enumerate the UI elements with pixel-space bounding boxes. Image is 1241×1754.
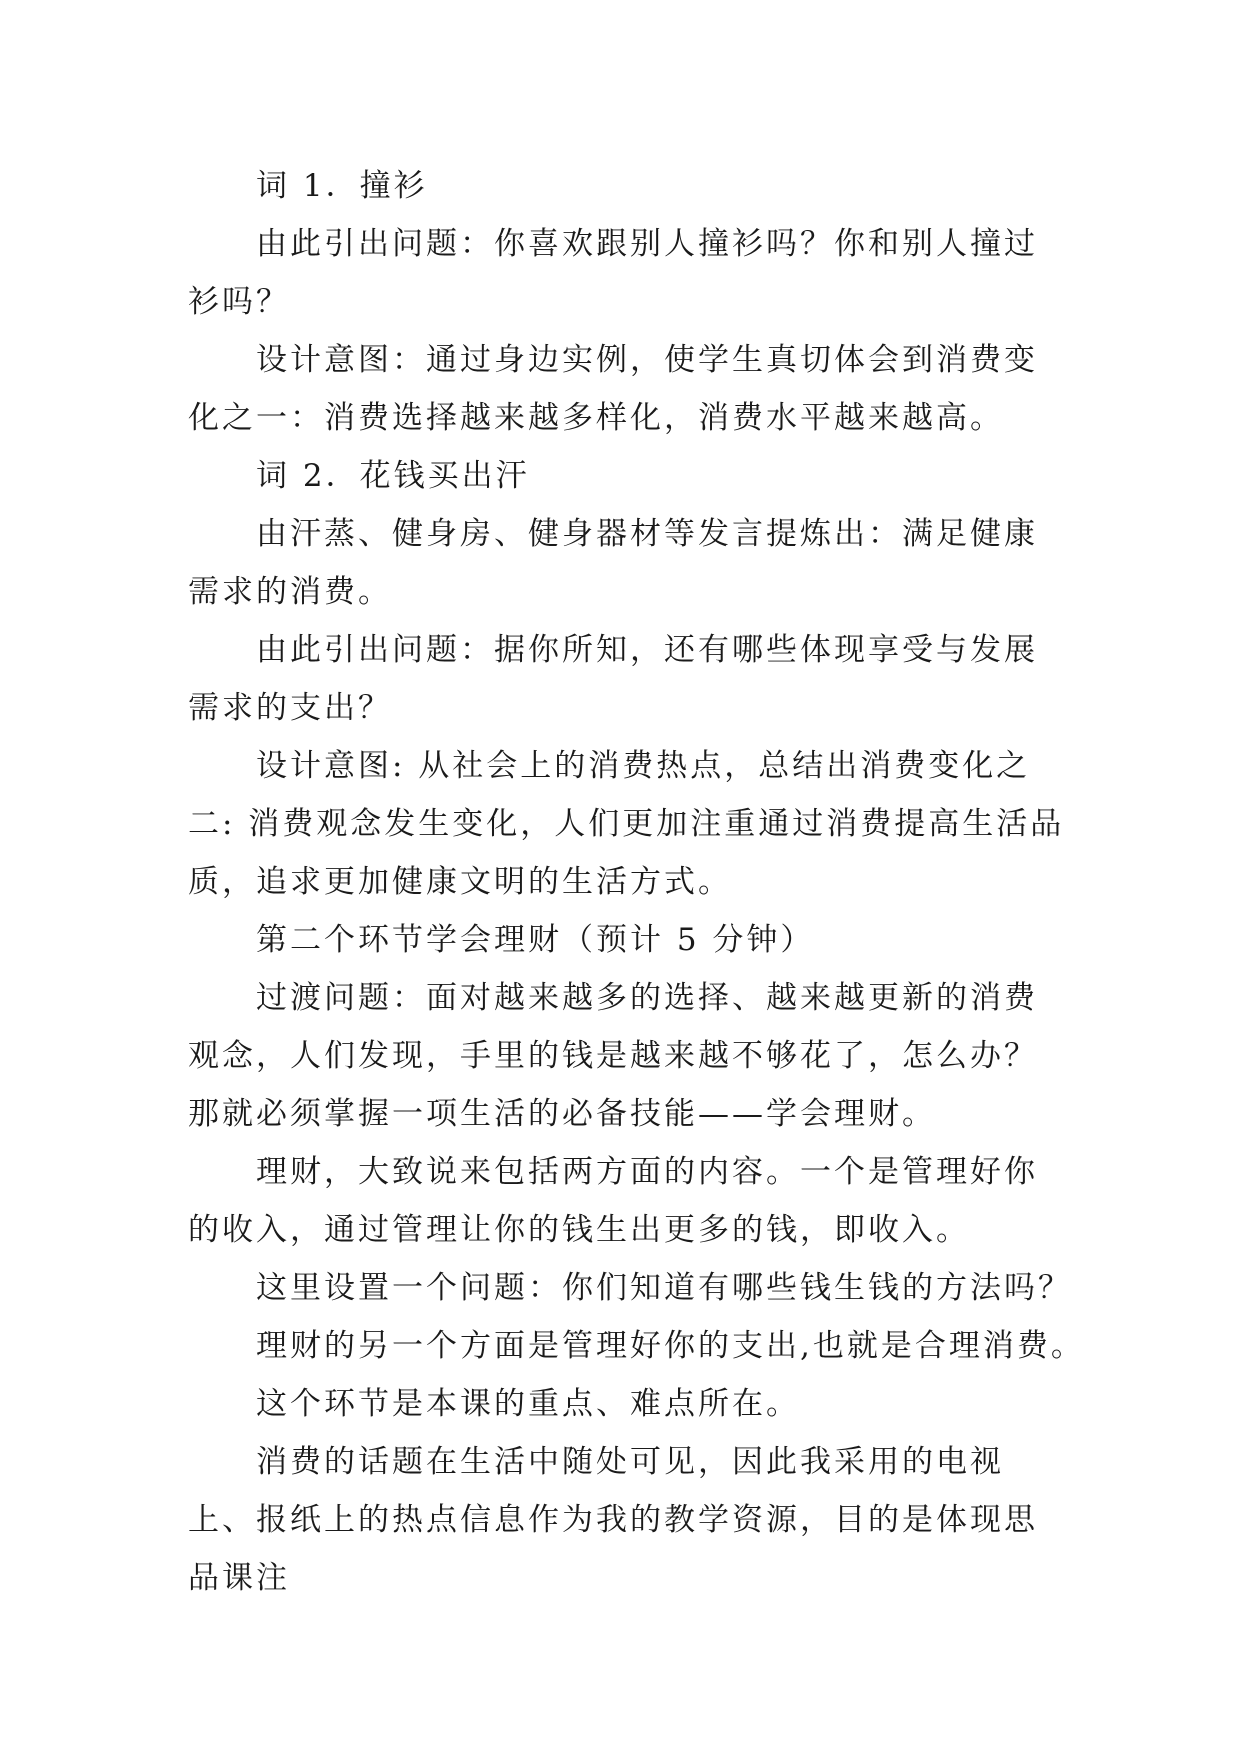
paragraph-word-1: 词 1．撞衫 <box>256 168 428 204</box>
paragraph-design-intent-1: 设计意图：通过身边实例，使学生真切体会到消费变化之一：消费选择越来越多样化，消费水平越来越高。 <box>188 342 1038 436</box>
paragraph-design-intent-2: 设计意图: 从社会上的消费热点，总结出消费变化之二: 消费观念发生变化，人们更加注重通过消费提高生活品质，追求更加健康文明的生活方式。 <box>188 748 1065 900</box>
paragraph-question-3: 这里设置一个问题：你们知道有哪些钱生钱的方法吗？ <box>256 1270 1072 1306</box>
paragraph-word-2: 词 2．花钱买出汗 <box>256 458 530 494</box>
paragraph-transition-question: 过渡问题：面对越来越多的选择、越来越更新的消费观念，人们发现，手里的钱是越来越不够花了，怎么办？那就必须掌握一项生活的必备技能——学会理财。 <box>188 980 1038 1132</box>
paragraph-health-consumption: 由汗蒸、健身房、健身器材等发言提炼出：满足健康需求的消费。 <box>188 516 1038 610</box>
paragraph-question-1: 由此引出问题：你喜欢跟别人撞衫吗？你和别人撞过衫吗？ <box>188 226 1038 320</box>
document-body <box>188 157 1085 1607</box>
paragraph-finance-expense: 理财的另一个方面是管理好你的支出,也就是合理消费。 <box>256 1328 1085 1364</box>
paragraph-teaching-resources: 消费的话题在生活中随处可见，因此我采用的电视上、报纸上的热点信息作为我的教学资源，目的是体现思品课注 <box>188 1444 1038 1596</box>
paragraph-finance-income: 理财，大致说来包括两方面的内容。一个是管理好你的收入，通过管理让你的钱生出更多的钱，即收入。 <box>188 1154 1038 1248</box>
paragraph-section-2-heading: 第二个环节学会理财（预计 5 分钟） <box>256 922 815 958</box>
paragraph-question-2: 由此引出问题：据你所知，还有哪些体现享受与发展需求的支出？ <box>188 632 1038 726</box>
paragraph-key-point: 这个环节是本课的重点、难点所在。 <box>256 1386 800 1422</box>
